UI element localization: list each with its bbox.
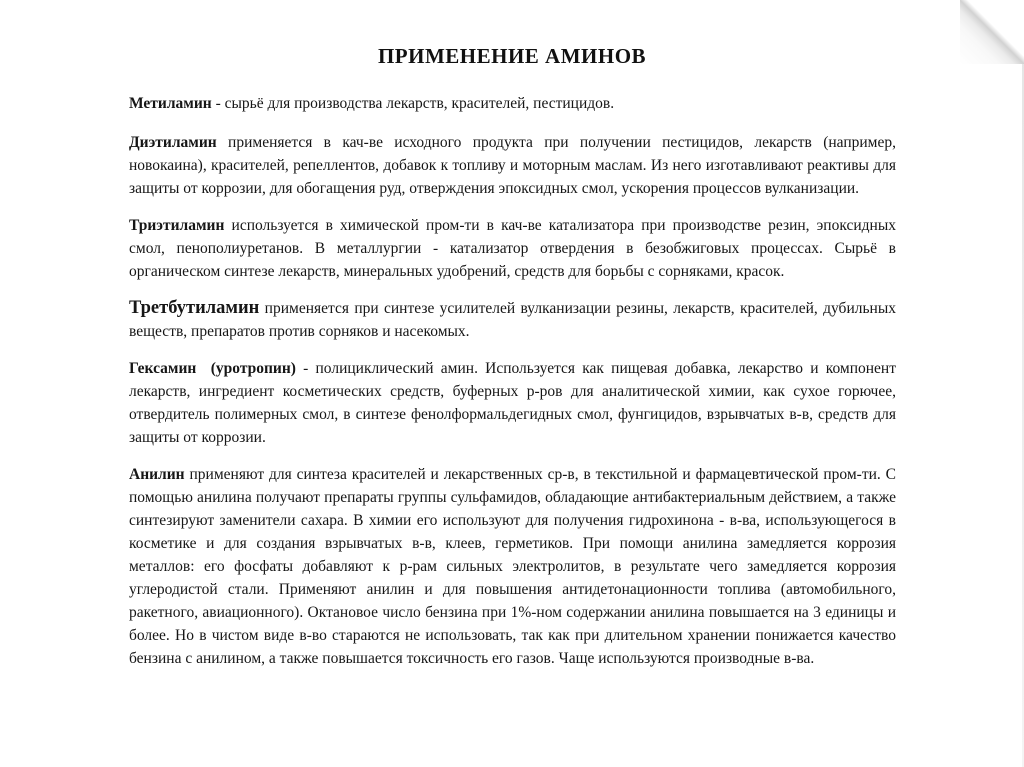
text-triethylamine: используется в химической пром-ти в кач-ве катализатора при производстве резин, эпоксидных смол, пенополиуретанов. В металлургии - катализатор отвердения в безобжиговых процессах. Сырьё в органическом синтезе лекарств, минеральных удобрений, средств для борьбы с сорняками, красок.: [129, 217, 896, 280]
paragraph-diethylamine: [129, 131, 896, 200]
term-diethylamine: Диэтиламин: [129, 134, 217, 151]
term-hexamine: Гексамин (уротропин): [129, 360, 296, 377]
text-tertbutylamine: применяется при синтезе усилителей вулканизации резины, лекарств, красителей, дубильных веществ, препаратов против сорняков и насекомых.: [129, 300, 896, 340]
text-diethylamine: применяется в кач-ве исходного продукта при получении пестицидов, лекарств (например, новокаина), красителей, репеллентов, добавок к топливу и моторным маслам. Из него изготавливают реактивы для защиты от коррозии, для обогащения руд, отверждения эпоксидных смол, ускорения процессов вулканизации.: [129, 134, 896, 197]
page-title: ПРИМЕНЕНИЕ АМИНОВ: [377, 44, 647, 68]
term-aniline: Анилин: [129, 466, 185, 483]
text-hexamine: - полициклический амин. Используется как пищевая добавка, лекарство и компонент лекарств, ингредиент косметических средств, буферных р-ров для аналитической химии, как сухое горючее, отвердитель полимерных смол, в синтезе фенолформальдегидных смол, фунгицидов, взрывчатых в-в, средств для защиты от коррозии.: [129, 360, 896, 446]
paragraph-tertbutylamine: [129, 297, 896, 343]
paragraph-hexamine: [129, 357, 896, 449]
text-aniline: применяют для синтеза красителей и лекарственных ср-в, в текстильной и фармацевтической пром-ти. С помощью анилина получают препараты группы сульфамидов, обладающие антибактериальным действием, а также синтезируют заменители сахара. В химии его используют для получения гидрохинона - в-ва, использующегося в косметике и для создания взрывчатых в-в, клеев, герметиков. При помощи анилина замедляется коррозия металлов: его фосфаты добавляют к р-рам сильных электролитов, в результате чего замедляется коррозия углеродистой стали. Применяют анилин и для повышения антидетонационности топлива (автомобильного, ракетного, авиационного). Октановое число бензина при 1%-ном содержании анилина повышается на 3 единицы и более. Но в чистом виде в-во стараются не использовать, так как при длительном хранении понижается качество бензина с анилином, а также повышается токсичность его газов. Чаще используются производные в-ва.: [129, 466, 896, 667]
paragraph-aniline: [129, 463, 896, 670]
text-methylamine: - сырьё для производства лекарств, красителей, пестицидов.: [211, 95, 615, 112]
document-body: [129, 92, 896, 684]
term-triethylamine: Триэтиламин: [129, 217, 225, 234]
paragraph-methylamine: [129, 92, 896, 115]
term-methylamine: Метиламин: [129, 95, 212, 112]
term-tertbutylamine: Третбутиламин: [129, 298, 260, 318]
paragraph-triethylamine: [129, 214, 896, 283]
